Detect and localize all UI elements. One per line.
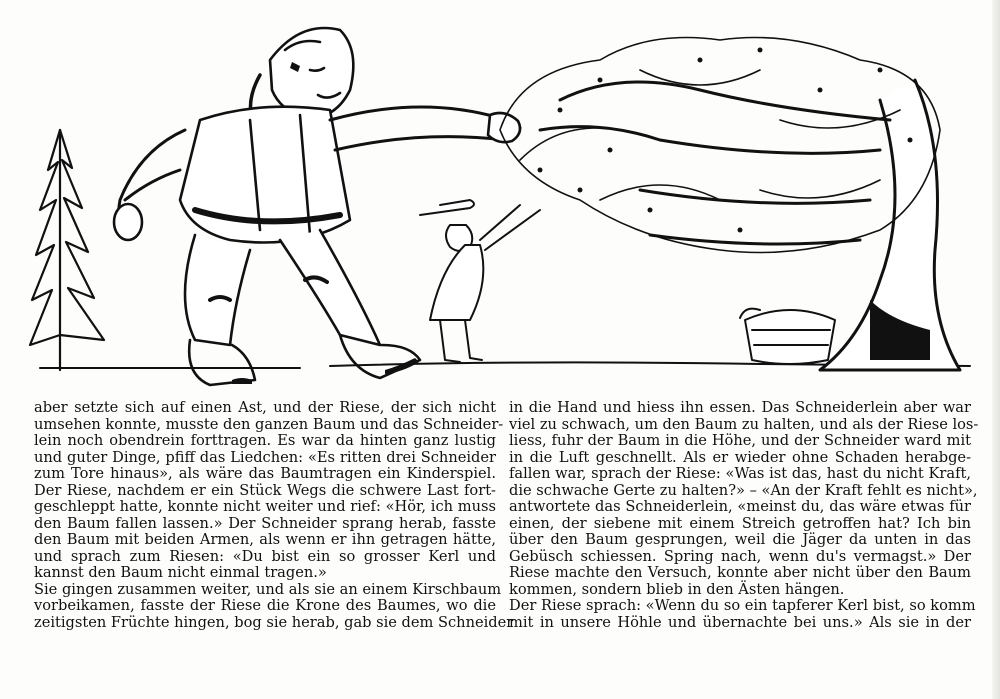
text-line: in die Hand und hiess ihn essen. Das Schneiderlein aber war <box>509 399 971 416</box>
text-line: den Baum mit beiden Armen, als wenn er ihn getragen hätte, <box>34 531 496 548</box>
text-line: lein noch obendrein forttragen. Es war da hinten ganz lustig <box>34 432 496 449</box>
text-line: aber setzte sich auf einen Ast, und der Riese, der sich nicht <box>34 399 496 416</box>
text-line: Der Riese sprach: «Wenn du so ein tapferer Kerl bist, so komm <box>509 597 976 614</box>
text-line: die schwache Gerte zu halten?» – «An der Kraft fehlt es nicht», <box>509 481 978 499</box>
story-text <box>34 399 979 690</box>
text-line: kannst den Baum nicht einmal tragen.» <box>34 564 327 581</box>
text-line: zum Tore hinaus», als wäre das Baumtragen ein Kinderspiel. <box>34 465 496 482</box>
text-line: mit in unsere Höhle und übernachte bei uns.» Als sie in der <box>509 613 971 631</box>
text-line: einen, der siebene mit einem Streich getroffen hat? Ich bin <box>509 514 971 532</box>
text-line: zeitigsten Früchte hingen, bog sie herab, gab sie dem Schneider <box>34 613 514 631</box>
text-line: Gebüsch schiessen. Spring nach, wenn du's vermagst.» Der <box>509 547 971 565</box>
paragraph <box>34 399 504 582</box>
text-line: liess, fuhr der Baum in die Höhe, und der Schneider ward mit <box>509 432 971 449</box>
text-line: umsehen konnte, musste den ganzen Baum und das Schneider- <box>34 415 504 433</box>
text-line: über den Baum gesprungen, weil die Jäger da unten in das <box>509 531 971 548</box>
text-line: den Baum fallen lassen.» Der Schneider sprang herab, fasste <box>34 514 496 532</box>
text-line: antwortete das Schneiderlein, «meinst du, das wäre etwas für <box>509 498 971 515</box>
fir-tree-drawing <box>30 130 104 370</box>
text-line: Riese machte den Versuch, konnte aber nicht über den Baum <box>509 564 971 581</box>
text-line: Der Riese, nachdem er ein Stück Wegs die schwere Last fort- <box>34 481 496 499</box>
text-line: Sie gingen zusammen weiter, und als sie an einem Kirschbaum <box>34 580 502 598</box>
paragraph <box>509 597 976 631</box>
tailor-drawing <box>420 200 540 362</box>
text-line: und guter Dinge, pfiff das Liedchen: «Es ritten drei Schneider <box>34 448 496 466</box>
left-column <box>34 399 514 631</box>
paragraph <box>509 399 979 598</box>
basket-drawing <box>740 309 835 364</box>
paragraph <box>34 580 514 632</box>
text-line: vorbeikamen, fasste der Riese die Krone des Baumes, wo die <box>34 597 496 614</box>
right-column <box>509 399 979 631</box>
text-line: und sprach zum Riesen: «Du bist ein so grosser Kerl und <box>34 547 496 565</box>
text-line: in die Luft geschnellt. Als er wieder ohne Schaden herabge- <box>509 448 971 466</box>
leaves-drawing <box>500 38 940 253</box>
text-line: fallen war, sprach der Riese: «Was ist das, hast du nicht Kraft, <box>509 465 971 482</box>
text-line: viel zu schwach, um den Baum zu halten, und als der Riese los- <box>509 415 979 433</box>
text-line: kommen, sondern blieb in den Ästen hängen. <box>509 580 845 598</box>
text-line: geschleppt hatte, konnte nicht weiter und rief: «Hör, ich muss <box>34 498 496 515</box>
